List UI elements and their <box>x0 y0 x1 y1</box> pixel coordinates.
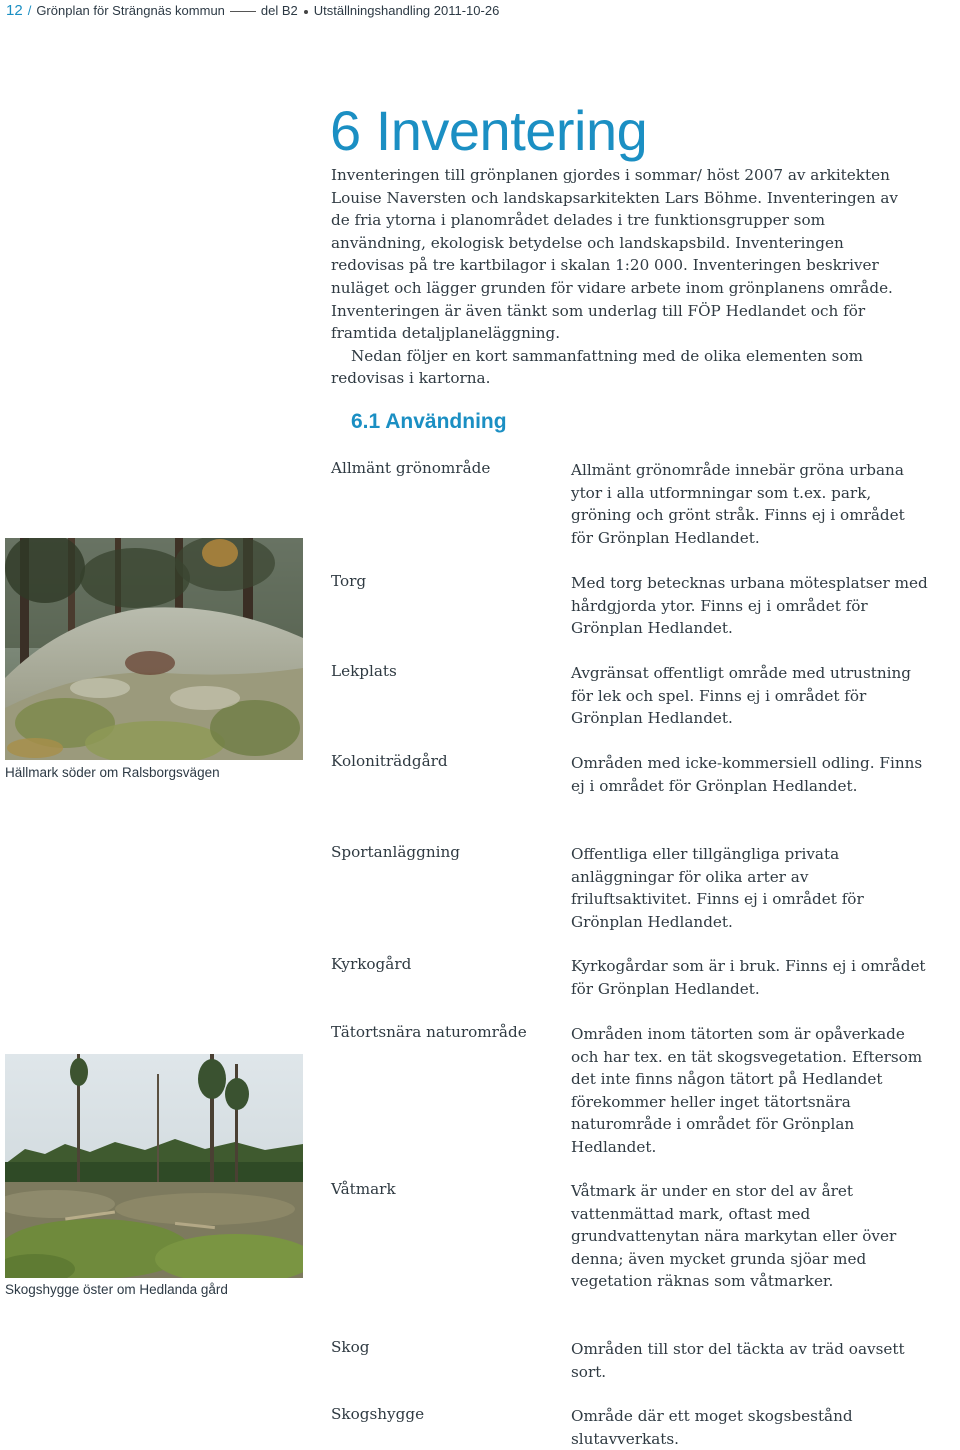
section-heading: 6.1 Användning <box>351 410 507 433</box>
page-number: 12 <box>6 2 23 19</box>
intro-text <box>331 164 901 390</box>
header-separator: / <box>27 3 32 18</box>
page-header <box>6 2 499 22</box>
description-skogshygge: Område där ett moget skogsbestånd slutavverkats. <box>571 1407 853 1448</box>
document-edition: Utställningshandling 2011-10-26 <box>313 3 500 18</box>
term-vatmark: Våtmark <box>331 1180 396 1198</box>
term-skogshygge: Skogshygge <box>331 1405 425 1423</box>
term-sportanlaggning: Sportanläggning <box>331 843 460 861</box>
description-skog: Områden till stor del täckta av träd oavsett sort. <box>571 1340 905 1381</box>
term-kyrkogard: Kyrkogård <box>331 955 412 973</box>
term-tatortsnara-naturomrade: Tätortsnära naturområde <box>331 1023 527 1041</box>
term-torg: Torg <box>331 572 367 590</box>
description-vatmark: Våtmark är under en stor del av året vattenmättad mark, oftast med grundvattenytan nära markytan eller över denna; även mycket grunda sjöar med vegetation räknas som våtmarker. <box>571 1182 897 1291</box>
document-part: del B2 <box>260 3 298 18</box>
photo-clear-cut <box>5 1054 303 1278</box>
term-skog: Skog <box>331 1338 370 1356</box>
description-tatortsnara-naturomrade: Områden inom tätorten som är opåverkade och har tex. en tät skogsvegetation. Eftersom det inte finns någon tätort på Hedlandet förekommer heller inget tätortsnära naturområde i området för Grönplan Hedlandet. <box>571 1025 923 1156</box>
description-torg: Med torg betecknas urbana mötesplatser med hårdgjorda ytor. Finns ej i området för Grönplan Hedlandet. <box>571 574 928 638</box>
description-sportanlaggning: Offentliga eller tillgängliga privata anläggningar för olika arter av friluftsaktivitet. Finns ej i området för Grönplan Hedlandet. <box>571 845 864 931</box>
term-allmant-gronomrade: Allmänt grönområde <box>331 459 491 477</box>
header-dash <box>230 11 256 12</box>
photo-caption: Skogshygge öster om Hedlanda gård <box>5 1282 228 1297</box>
intro-paragraph: Nedan följer en kort sammanfattning med de olika elementen som redovisas i kartorna. <box>331 346 864 388</box>
description-kyrkogard: Kyrkogårdar som är i bruk. Finns ej i området för Grönplan Hedlandet. <box>571 957 926 998</box>
description-lekplats: Avgränsat offentligt område med utrustning för lek och spel. Finns ej i området för Grönplan Hedlandet. <box>571 664 912 728</box>
term-lekplats: Lekplats <box>331 662 397 680</box>
description-allmant-gronomrade: Allmänt grönområde innebär gröna urbana ytor i alla utformningar som t.ex. park, gröning och grönt stråk. Finns ej i området för Grönplan Hedlandet. <box>571 461 905 547</box>
photo-caption: Hällmark söder om Ralsborgsvägen <box>5 765 220 780</box>
chapter-heading: 6 Inventering <box>330 99 648 162</box>
photo-rocky-outcrop <box>5 538 303 760</box>
header-bullet <box>304 10 308 14</box>
intro-paragraph: Inventeringen till grönplanen gjordes i sommar/ höst 2007 av arkitekten Louise Naversten och landskapsarkitekten Lars Böhme. Inventeringen av de fria ytorna i planområdet delades i tre funktionsgrupper som användning, ekologisk betydelse och landskapsbild. Inventeringen redovisas på tre kartbilagor i skalan 1:20 000. Inventeringen beskriver nuläget och lägger grunden för vidare arbete inom grönplanens område. Inventeringen är även tänkt som underlag till FÖP Hedlandet och för framtida detaljplaneläggning. <box>331 166 898 343</box>
document-title: Grönplan för Strängnäs kommun <box>36 3 225 18</box>
description-kolonitradgard: Områden med icke-kommersiell odling. Finns ej i området för Grönplan Hedlandet. <box>571 754 923 795</box>
term-kolonitradgard: Koloniträdgård <box>331 752 448 770</box>
